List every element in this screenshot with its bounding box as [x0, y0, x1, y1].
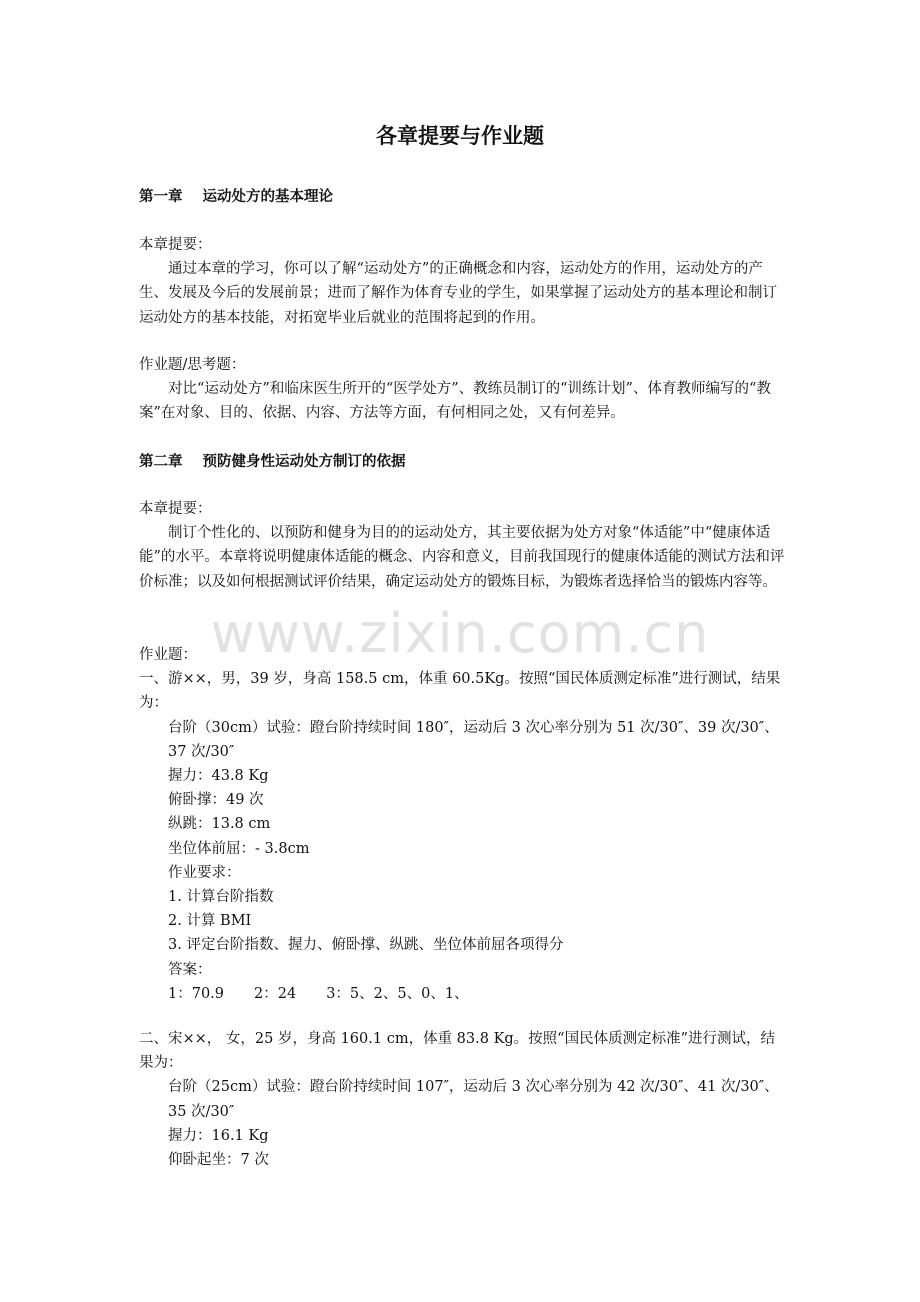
question-1-requirement: 1. 计算台阶指数: [168, 889, 274, 906]
question-2: [139, 1027, 787, 1172]
chapter-1-heading: [139, 187, 333, 207]
question-2-intro: 二、宋××， 女，25 岁，身高 160.1 cm，体重 83.8 Kg。按照“国民体质测定标准”进行测试，结果为：: [139, 1031, 776, 1072]
answer-2: 2：24: [254, 985, 297, 1002]
question-1-step-test: 台阶（30cm）试验：蹬台阶持续时间 180″，运动后 3 次心率分别为 51 次/30″、39 次/30″、37 次/30″: [168, 719, 779, 760]
chapter-2-heading: [139, 452, 406, 472]
question-1-requirement: 2. 计算 BMI: [168, 913, 252, 930]
watermark: www.zixin.com.cn: [210, 602, 710, 665]
question-1-requirement: 3. 评定台阶指数、握力、俯卧撑、纵跳、坐位体前屈各项得分: [168, 937, 564, 954]
question-1-answers: [139, 982, 787, 1006]
question-1-grip: 握力：43.8 Kg: [168, 768, 269, 785]
question-1-pushup: 俯卧撑：49 次: [168, 792, 264, 809]
homework-text: 对比“运动处方”和临床医生所开的“医学处方”、教练员制订的“训练计划”、体育教师编写的“教案”在对象、目的、依据、内容、方法等方面，有何相同之处，又有何差异。: [139, 381, 771, 422]
chapter-1-summary: [139, 233, 787, 330]
summary-label: 本章提要：: [139, 237, 212, 253]
chapter-2-name: 预防健身性运动处方制订的依据: [202, 454, 406, 470]
summary-label: 本章提要：: [139, 501, 212, 517]
homework-label: 作业题/思考题：: [139, 357, 246, 373]
question-2-situp: 仰卧起坐：7 次: [168, 1152, 269, 1169]
question-2-step-test: 台阶（25cm）试验：蹬台阶持续时间 107″，运动后 3 次心率分别为 42 次/30″、41 次/30″、35 次/30″: [168, 1079, 779, 1120]
chapter-1-homework: [139, 353, 787, 426]
question-2-grip: 握力：16.1 Kg: [168, 1127, 269, 1144]
chapter-2-summary: [139, 497, 787, 594]
answer-3: 3：5、2、5、0、1、: [326, 985, 469, 1002]
question-1-sit-reach: 坐位体前屈：- 3.8cm: [168, 840, 310, 857]
answer-1: 1：70.9: [168, 985, 225, 1002]
summary-text: 制订个性化的、以预防和健身为目的的运动处方，其主要依据为处方对象“体适能”中“健康体适能”的水平。本章将说明健康体适能的概念、内容和意义，目前我国现行的健康体适能的测试方法和评价标准；以及如何根据测试评价结果，确定运动处方的锻炼目标，为锻炼者选择恰当的锻炼内容等。: [139, 525, 785, 590]
chapter-1-name: 运动处方的基本理论: [202, 189, 333, 205]
question-1-answer-label: 答案：: [168, 961, 212, 978]
chapter-2-number: 第二章: [139, 454, 183, 470]
question-1-jump: 纵跳：13.8 cm: [168, 816, 271, 833]
chapter-1-number: 第一章: [139, 189, 183, 205]
summary-text: 通过本章的学习，你可以了解“运动处方”的正确概念和内容，运动处方的作用，运动处方的产生、发展及今后的发展前景；进而了解作为体育专业的学生，如果掌握了运动处方的基本理论和制订运动处方的基本技能，对拓宽毕业后就业的范围将起到的作用。: [139, 261, 777, 326]
homework-label: 作业题：: [139, 647, 197, 663]
question-1-requirements-label: 作业要求：: [168, 864, 241, 881]
document-title: 各章提要与作业题: [376, 124, 544, 148]
question-1-intro: 一、游××，男，39 岁，身高 158.5 cm，体重 60.5Kg。按照“国民体质测定标准”进行测试，结果为：: [139, 671, 781, 712]
chapter-2-homework: [139, 643, 787, 1006]
